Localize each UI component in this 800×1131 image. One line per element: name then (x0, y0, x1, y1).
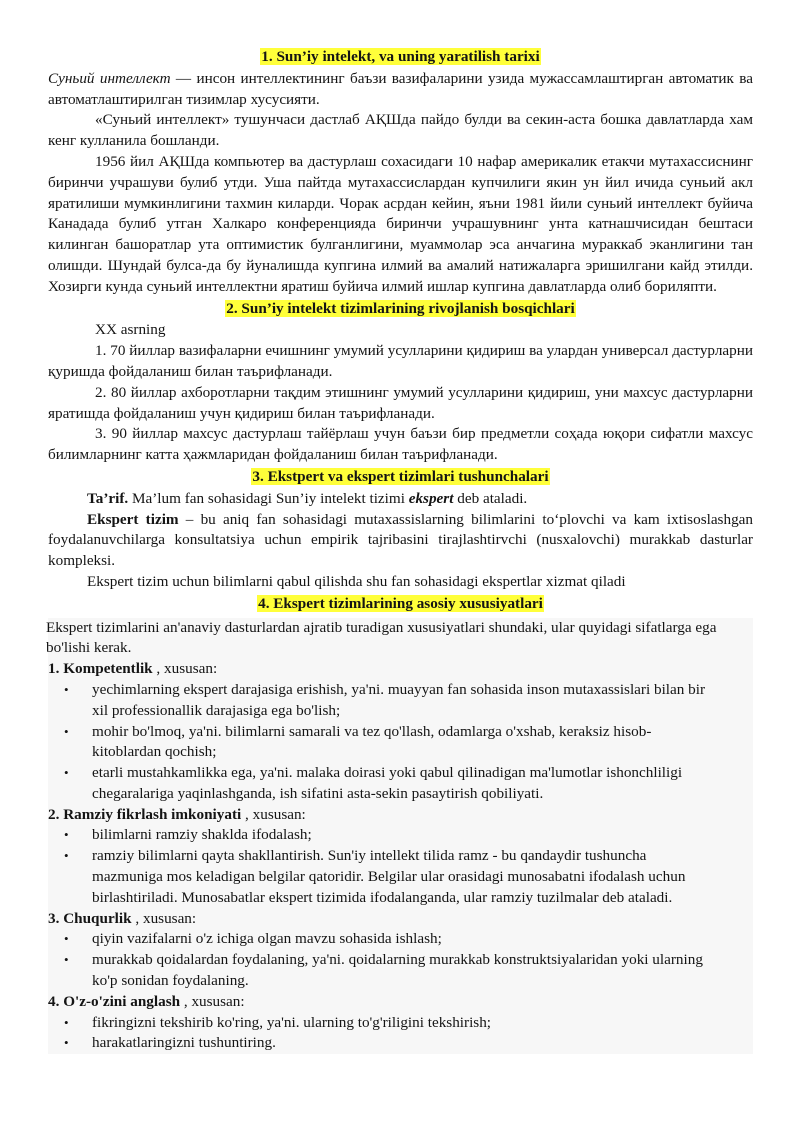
group-4-list (48, 1013, 753, 1055)
list-item (48, 1013, 753, 1034)
list-item (48, 846, 753, 908)
list-item (48, 825, 753, 846)
section-2-item-2: 2. 80 йиллар ахборотларни тақдим этишнинг умумий усулларини қидириш, уни махсус дастурларни яратишда фойдаланиш учун қидириш билан таърифланади. (48, 383, 753, 422)
document-page (48, 46, 753, 1054)
group-4-title: 4. O'z-o'zini anglash (48, 992, 181, 1010)
bullet-icon: • (64, 848, 69, 864)
list-item-text: bilimlarni ramziy shaklda ifodalash; (92, 826, 312, 844)
list-item-text: qiyin vazifalarni o'z ichiga olgan mavzu sohasida ishlash; (92, 930, 442, 948)
bullet-icon: • (64, 827, 69, 843)
list-item (48, 680, 753, 722)
bullet-icon: • (64, 765, 69, 781)
section-4-heading-row (48, 594, 753, 615)
definition-text: — инсон интеллектининг баъзи вазифаларини узида мужассамлаштирган автоматик ва автоматлаштирилган тизимлар хусусияти. (48, 69, 753, 108)
list-item-text: murakkab qoidalardan foydalaning, ya'ni. qoidalarning murakkab konstruktsiyalaridan yoki ularning ko'p sonidan foydalaning. (92, 951, 703, 990)
list-item (48, 1033, 753, 1054)
section-4-heading: 4. Ekspert tizimlarining asosiy xususiyatlari (258, 594, 543, 612)
group-2-note: , xususan: (241, 805, 306, 823)
section-3-ekspert-tizim (48, 510, 753, 572)
bullet-icon: • (64, 1035, 69, 1051)
section-1-paragraph-2: «Суньий интеллект» тушунчаси дастлаб АҚШда пайдо булди ва секин-аста бошка давлатларда хам кенг кулланила бошланди. (48, 111, 753, 150)
group-1-list (48, 680, 753, 805)
tarif-end: deb ataladi. (453, 489, 528, 507)
section-2-century: XX asrning (95, 321, 166, 339)
group-2-header (48, 805, 753, 826)
list-item-text: yechimlarning ekspert darajasiga erishish, ya'ni. muayyan fan sohasida inson mutaxassislari bilan bir xil professionallik darajasiga ega bo'lish; (92, 680, 706, 719)
section-1-heading: 1. Sun’iy intelekt, va uning yaratilish tarixi (261, 48, 540, 65)
tarif-text: Ma’lum fan sohasidagi Sun’iy intelekt tizimi (128, 489, 409, 507)
section-1-paragraph-3: 1956 йил АҚШда компьютер ва дастурлаш сохасидаги 10 нафар америкалик етакчи мутахассиснинг биринчи учрашуви булиб утди. Уша пайтда мутахассислардан купчилиги якин ун йил ичида суньий акл яратилиши мумкинлигини тахмин киларди. Чорак асрдан кейин, яъни 1981 йили суньий интеллект буйича Канадада булиб утган Халкаро конференцияда биринчи учрашувнинг унта катнашчисидан бештаси килинган башоратлар ута оптимистик булганлигини, муаммолар эса анчагина мураккаб эканлигини тан олишди. Шундай булса-да бу йуналишда купгина илмий ва амалий натижаларга эришилгани кайд этилди. Хозирги кунда суньий интеллектни яратиш буйича илмий ишлар купгина давлатларда олиб бориляпти. (48, 152, 753, 295)
section-3-tarif (48, 489, 753, 510)
group-4-note: , xususan: (180, 992, 245, 1010)
group-3-list (48, 929, 753, 991)
group-2-list (48, 825, 753, 908)
bullet-icon: • (64, 931, 69, 947)
section-2-heading: 2. Sun’iy intelekt tizimlarining rivojlanish bosqichlari (226, 299, 575, 317)
group-2-title: 2. Ramziy fikrlash imkoniyati (48, 805, 242, 823)
group-1-title: 1. Kompetentlik (48, 660, 153, 678)
tarif-label: Ta’rif. (87, 489, 129, 507)
bullet-icon: • (64, 723, 69, 739)
ekspert-tizim-label: Ekspert tizim (87, 510, 179, 528)
list-item-text: ramziy bilimlarni qayta shakllantirish. Sun'iy intellekt tilida ramz - bu qandaydir tushuncha mazmuniga mos keladigan belgilar qatoridir. Belgilar ular orasidagi munosabatni ifodalash uchun birlashtiriladi. Munosabatlar ekspert tizimida ifodalanganda, ular ramziy tuzilmalar deb ataladi. (92, 847, 686, 906)
group-4-header (48, 992, 753, 1013)
tarif-term: ekspert (408, 489, 454, 507)
bullet-icon: • (64, 952, 69, 968)
group-3-header (48, 909, 753, 930)
list-item-text: harakatlaringizni tushuntiring. (92, 1034, 276, 1052)
bullet-icon: • (64, 1014, 69, 1030)
list-item (48, 929, 753, 950)
section-2-item-3: 3. 90 йиллар махсус дастурлаш тайёрлаш учун баъзи бир предметли соҳада юқори сифатли махсус билимларнинг катта ҳажмларидан фойдаланиш билан таърифланади. (48, 425, 753, 464)
list-item (48, 950, 753, 992)
group-3-title: 3. Chuqurlik (48, 909, 132, 927)
section-1-heading-row (48, 47, 753, 68)
ekspert-tizim-text: – bu aniq fan sohasidagi mutaxassislarning bilimlarini to‘plovchi va kam ixtisoslashgan foydalanuvchilarga konsultatsiya uchun empirik tajribasini tirajlashtirvchi (nusxalovchi) murakkab dasturlar kompleksi. (48, 510, 753, 570)
list-item (48, 722, 753, 764)
group-1-note: , xususan: (152, 660, 218, 678)
list-item (48, 763, 753, 805)
section-1-definition (48, 69, 753, 111)
list-item-text: mohir bo'lmoq, ya'ni. bilimlarni samarali va tez qo'llash, odamlarga o'xshab, keraksiz hisob-kitoblardan qochish; (92, 722, 652, 761)
group-3-note: , xususan: (131, 909, 197, 927)
section-3-heading: 3. Ekstpert va ekspert tizimlari tushunchalari (252, 467, 549, 485)
group-1-header (48, 659, 753, 680)
section-2-item-1: 1. 70 йиллар вазифаларни ечишнинг умумий усулларини қидириш ва улардан универсал дастурларни қуришда фойдаланиш билан таърифланади. (48, 342, 753, 380)
list-item-text: fikringizni tekshirib ko'ring, ya'ni. ularning to'g'riligini tekshirish; (92, 1013, 492, 1031)
definition-term: Суньий интеллект (48, 69, 171, 87)
section-3-paragraph-3: Ekspert tizim uchun bilimlarni qabul qilishda shu fan sohasidagi ekspertlar xizmat qiladi (87, 572, 626, 590)
section-2-heading-row (48, 299, 753, 320)
bullet-icon: • (64, 681, 69, 697)
section-3-heading-row (48, 467, 753, 488)
list-item-text: etarli mustahkamlikka ega, ya'ni. malaka doirasi yoki qabul qilinadigan ma'lumotlar ishonchliligi chegaralariga yaqinlashganda, ish sifatini asta-sekin pasaytirish qobiliyati. (92, 764, 683, 802)
section-4-intro: Ekspert tizimlarini an'anaviy dasturlardan ajratib turadigan xususiyatlari shundaki, ular quyidagi sifatlarga ega bo'lishi kerak. (46, 618, 717, 657)
section-4-block (48, 618, 753, 1055)
